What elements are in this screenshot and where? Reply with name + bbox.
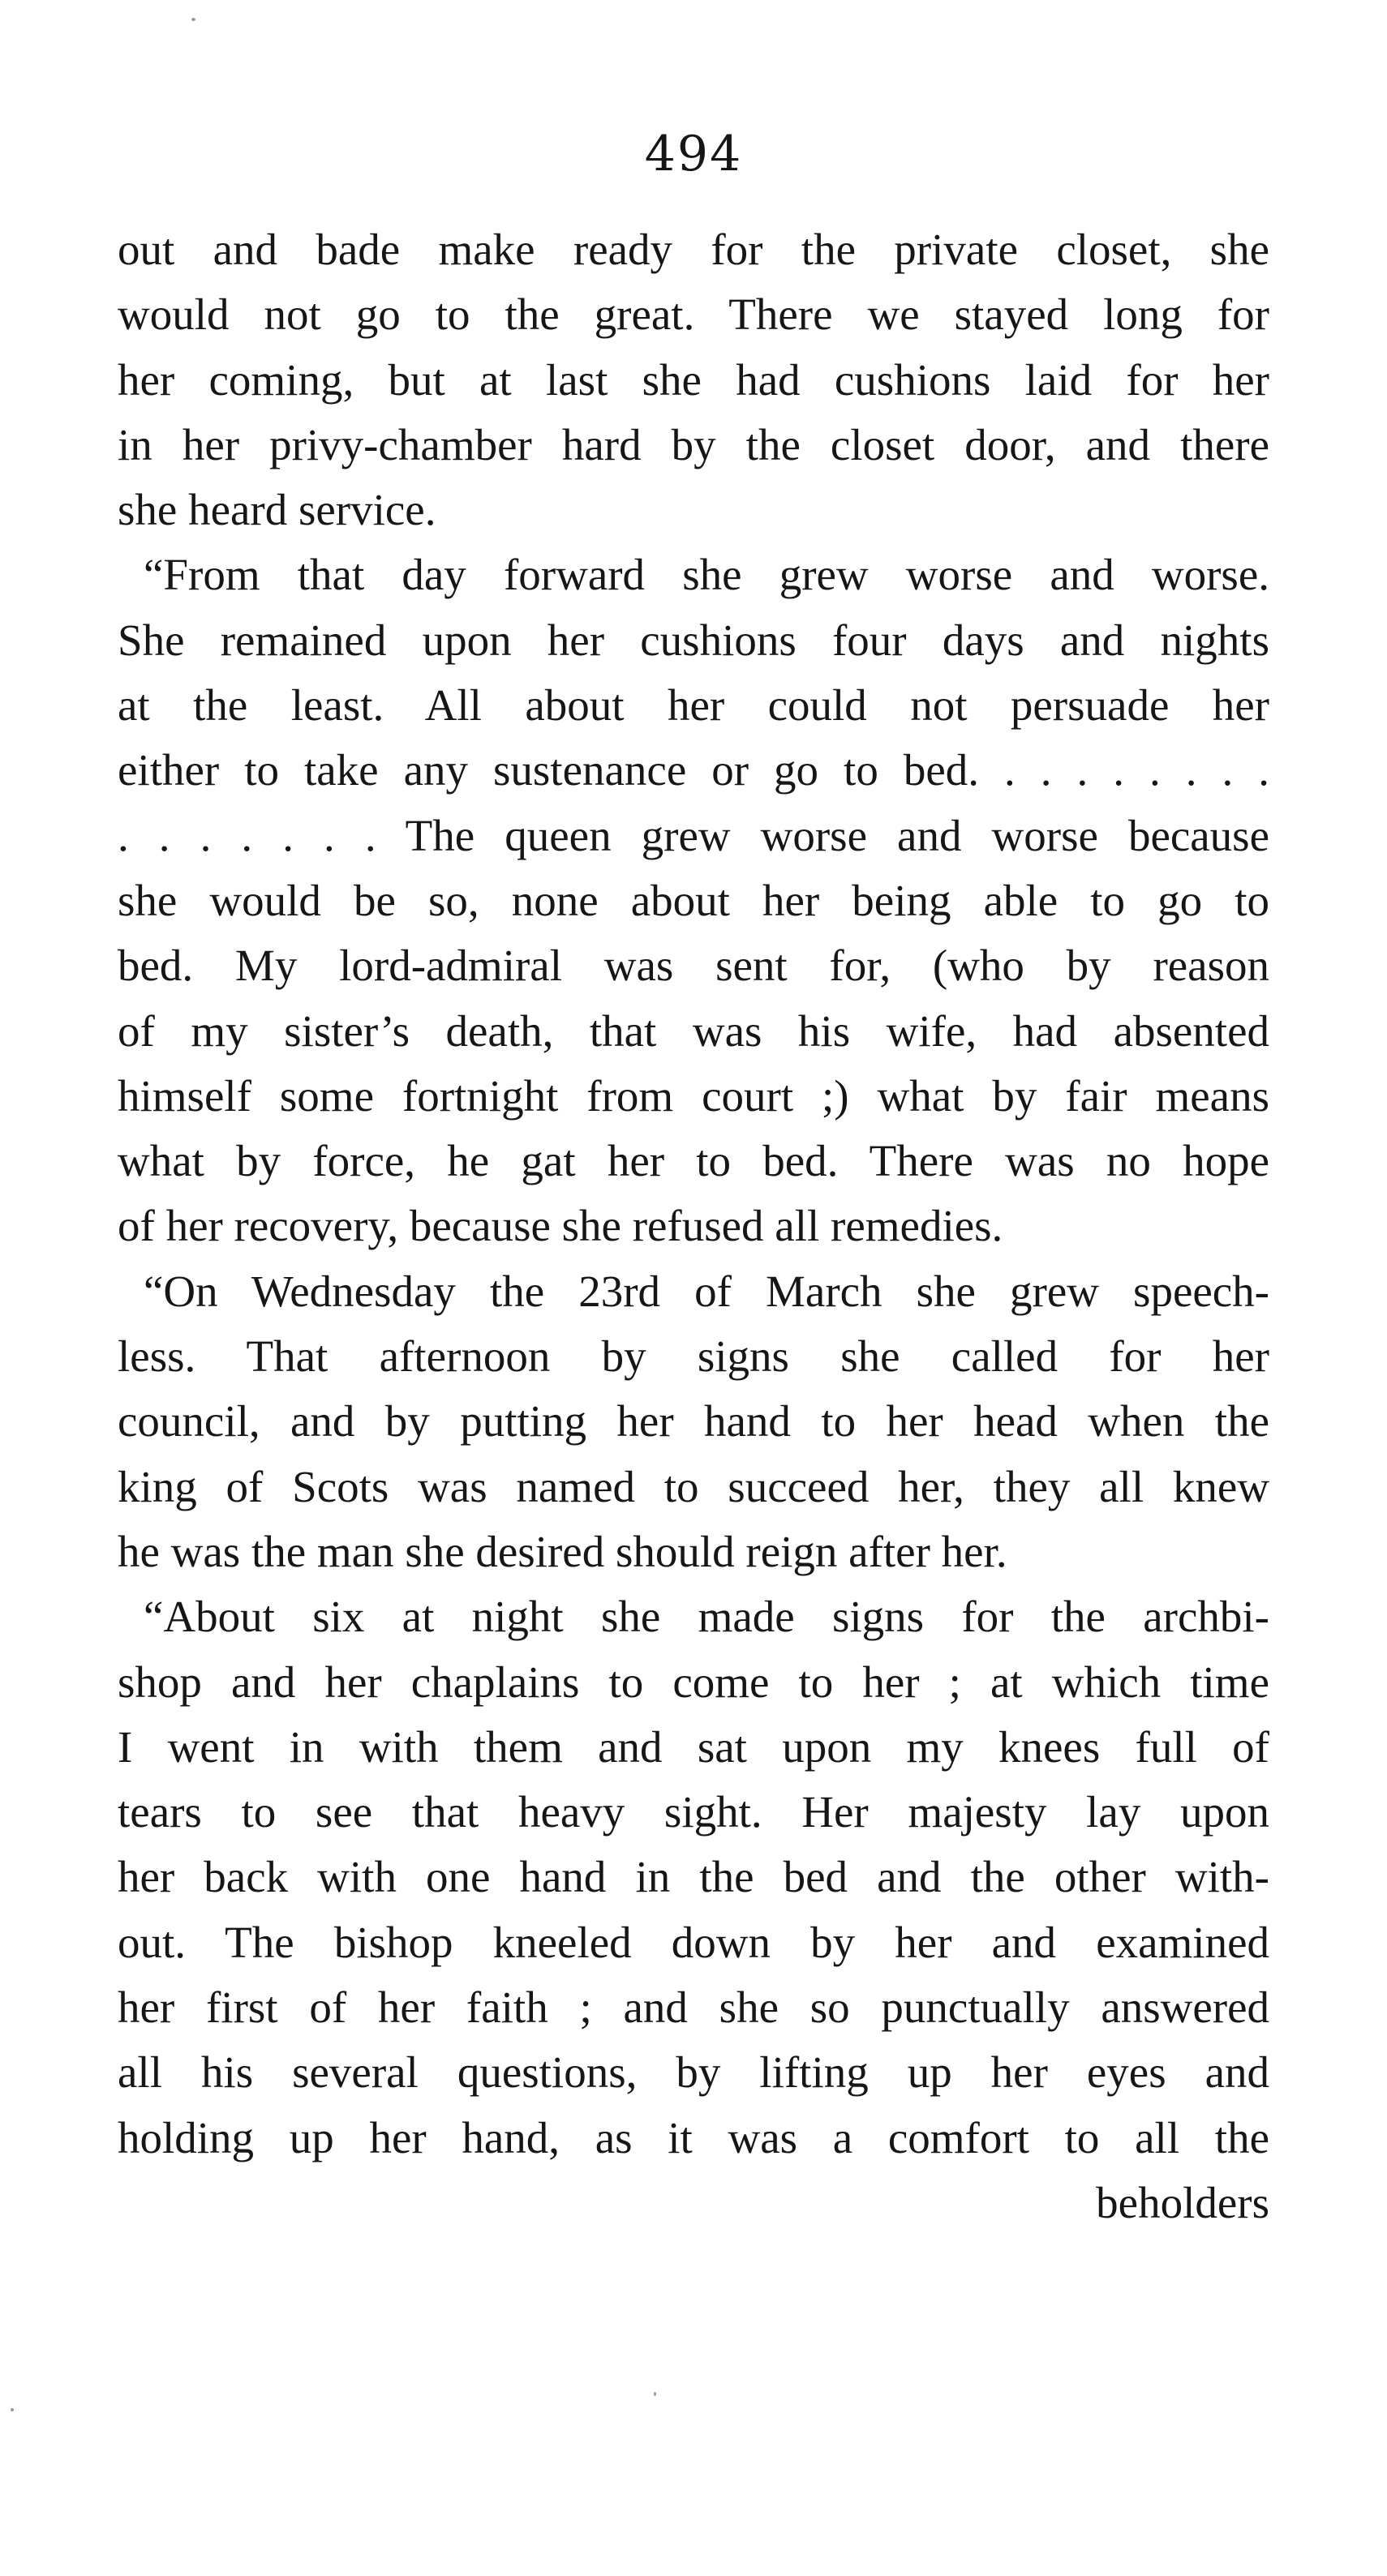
paper-speck bbox=[11, 2408, 14, 2411]
text-line: king of Scots was named to succeed her, they all knew bbox=[118, 1461, 1269, 1511]
text-line: out and bade make ready for the private closet, she bbox=[118, 225, 1269, 274]
text-line: out. The bishop kneeled down by her and examined bbox=[118, 1917, 1269, 1967]
text-line: at the least. All about her could not persuade her bbox=[118, 680, 1269, 731]
paper-speck bbox=[191, 18, 195, 21]
body-text bbox=[118, 217, 1269, 2235]
catchword: beholders bbox=[1096, 2177, 1269, 2227]
text-line: she heard service. bbox=[118, 485, 436, 535]
text-line: he was the man she desired should reign after her. bbox=[118, 1526, 1007, 1576]
text-line: She remained upon her cushions four days and nights bbox=[118, 615, 1269, 665]
text-line: “On Wednesday the 23rd of March she grew speech- bbox=[144, 1266, 1269, 1316]
text-line: tears to see that heavy sight. Her majesty lay upon bbox=[118, 1787, 1269, 1837]
paper-speck bbox=[654, 2392, 656, 2396]
text-line: council, and by putting her hand to her head when the bbox=[118, 1396, 1269, 1447]
text-line: himself some fortnight from court ;) what by fair means bbox=[118, 1070, 1269, 1121]
text-line: holding up her hand, as it was a comfort to all the bbox=[118, 2112, 1269, 2162]
text-line: shop and her chaplains to come to her ; at which time bbox=[118, 1657, 1269, 1707]
text-line: in her privy-chamber hard by the closet door, and there bbox=[118, 419, 1269, 469]
text-line: she would be so, none about her being able to go to bbox=[118, 875, 1269, 925]
text-line: of my sister’s death, that was his wife, had absented bbox=[118, 1005, 1269, 1056]
text-line: all his several questions, by lifting up her eyes and bbox=[118, 2047, 1269, 2098]
text-line: I went in with them and sat upon my knees full of bbox=[118, 1721, 1269, 1772]
text-line: . . . . . . . The queen grew worse and worse because bbox=[118, 810, 1269, 860]
text-line: bed. My lord-admiral was sent for, (who by reason bbox=[118, 941, 1269, 991]
page-number: 494 bbox=[644, 126, 743, 182]
text-line: her back with one hand in the bed and the other with- bbox=[118, 1852, 1269, 1902]
text-line: of her recovery, because she refused all remedies. bbox=[118, 1201, 1003, 1251]
text-line: “About six at night she made signs for the archbi- bbox=[144, 1592, 1269, 1642]
text-line: her first of her faith ; and she so punctually answered bbox=[118, 1982, 1269, 2033]
text-line: what by force, he gat her to bed. There was no hope bbox=[118, 1136, 1269, 1186]
text-line: “From that day forward she grew worse and worse. bbox=[144, 550, 1269, 600]
text-line: her coming, but at last she had cushions laid for her bbox=[118, 354, 1269, 405]
text-line: either to take any sustenance or go to bed. . . . . . . . . bbox=[118, 745, 1269, 795]
text-line: less. That afternoon by signs she called for her bbox=[118, 1331, 1269, 1382]
text-line: would not go to the great. There we stayed long for bbox=[118, 289, 1269, 340]
